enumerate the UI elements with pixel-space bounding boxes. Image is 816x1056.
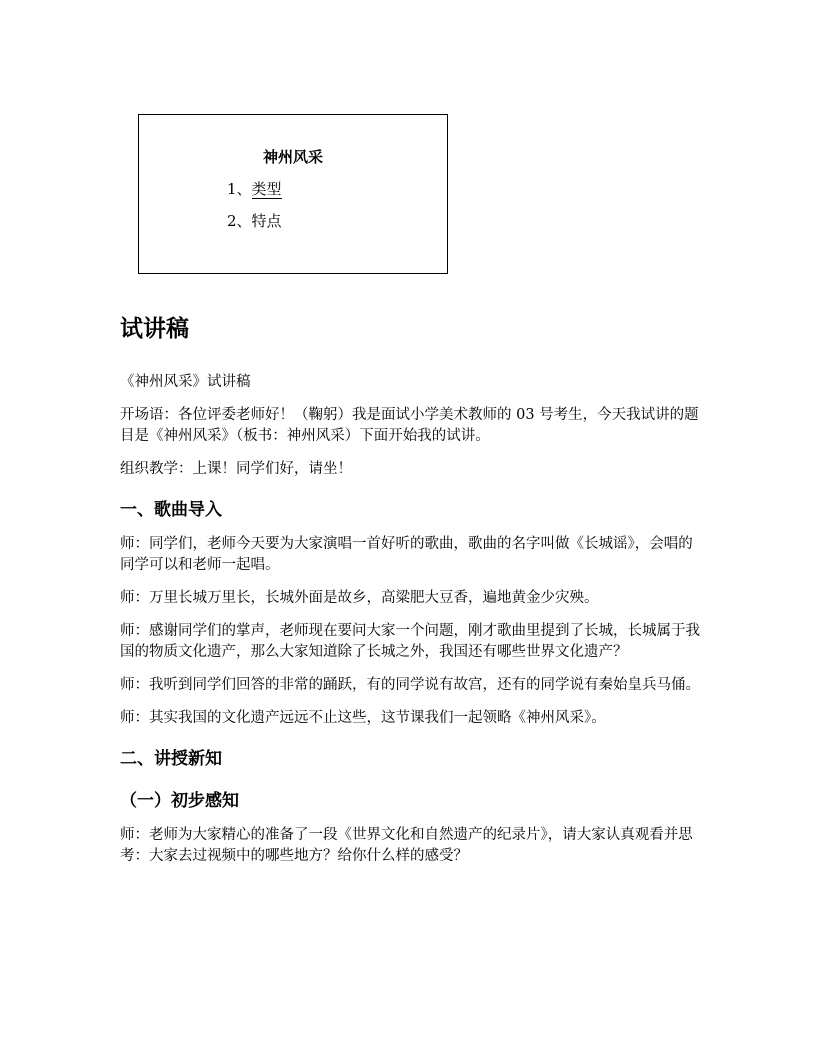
blackboard-frame [138, 114, 448, 274]
board-item-label: 类型 [251, 180, 282, 198]
board-title: 神州风采 [262, 148, 323, 166]
paragraph: 师：万里长城万里长，长城外面是故乡，高粱肥大豆香，遍地黄金少灾殃。 [120, 590, 599, 606]
section-heading-song-intro: 一、歌曲导入 [120, 500, 222, 520]
paragraph: 师：其实我国的文化遗产远远不止这些，这节课我们一起领略《神州风采》。 [120, 710, 606, 726]
paragraph: 师：我听到同学们回答的非常的踊跃，有的同学说有故宫，还有的同学说有秦始皇兵马俑。 [120, 677, 700, 693]
paragraph: 师：老师为大家精心的准备了一段《世界文化和自然遗产的纪录片》，请大家认真观看并思考：大家去过视频中的哪些地方？给你什么样的感受？ [120, 827, 693, 864]
document-body [120, 312, 705, 867]
board-item-number: 1、 [227, 180, 252, 198]
paragraph: 师：感谢同学们的掌声，老师现在要问大家一个问题，刚才歌曲里提到了长城，长城属于我国的物质文化遗产，那么大家知道除了长城之外，我国还有哪些世界文化遗产？ [120, 623, 700, 660]
board-item-label: 特点 [251, 212, 282, 230]
subsection-heading-initial-perception: （一）初步感知 [120, 791, 239, 811]
section-heading-new-knowledge: 二、讲授新知 [120, 749, 222, 769]
organize-paragraph: 组织教学：上课！同学们好，请坐！ [120, 461, 352, 477]
board-item-number: 2、 [227, 212, 252, 230]
opening-paragraph: 开场语：各位评委老师好！（鞠躬）我是面试小学美术教师的 03 号考生，今天我试讲的题目是《神州风采》（板书：神州风采）下面开始我的试讲。 [120, 407, 699, 444]
document-subtitle: 《神州风采》试讲稿 [120, 374, 251, 390]
board-item-features [227, 212, 282, 230]
document-title: 试讲稿 [120, 316, 189, 342]
paragraph: 师：同学们，老师今天要为大家演唱一首好听的歌曲，歌曲的名字叫做《长城谣》，会唱的同学可以和老师一起唱。 [120, 536, 693, 573]
board-item-type [227, 180, 282, 198]
